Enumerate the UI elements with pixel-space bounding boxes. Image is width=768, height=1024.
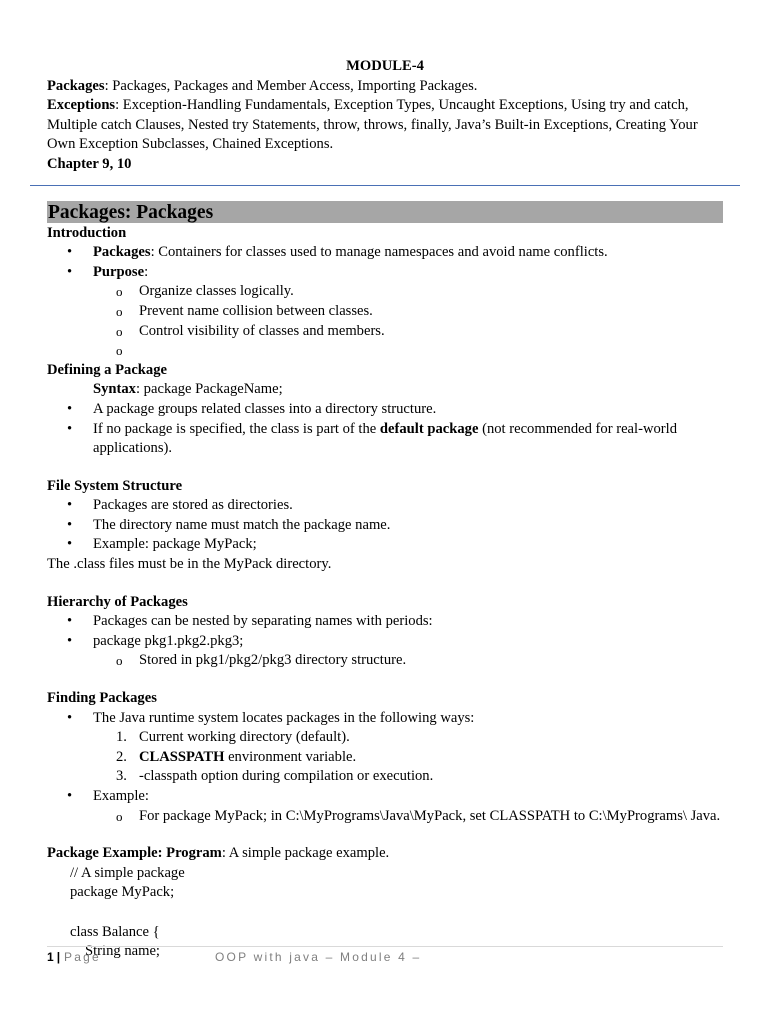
list-item: • Packages: Containers for classes used to manage namespaces and avoid name conflicts.: [47, 243, 723, 263]
packages-label: Packages: [47, 77, 105, 94]
exceptions-label: Exceptions: [47, 97, 116, 114]
footer-divider: [47, 946, 723, 947]
spacer: [47, 671, 723, 689]
intro-heading: Introduction: [47, 224, 127, 241]
syntax-line: Syntax: package PackageName;: [93, 381, 283, 398]
code-line-empty: [47, 903, 723, 923]
packages-topics-text: : Packages, Packages and Member Access, Importing Packages.: [104, 77, 478, 94]
section-heading: Packages: Packages: [47, 201, 723, 223]
page-footer: [47, 948, 723, 966]
code-line: class Balance {: [70, 923, 160, 940]
numbered-item: 2. CLASSPATH environment variable.: [116, 748, 357, 765]
defining-heading: Defining a Package: [47, 361, 167, 378]
list-item: • A package groups related classes into a directory structure.: [47, 400, 723, 420]
packages-topics: [47, 77, 723, 97]
module-title: MODULE-4: [346, 58, 424, 74]
sub-list-item: o Prevent name collision between classes.: [47, 302, 723, 322]
list-item: • Example:: [47, 787, 723, 807]
code-line: String name;: [85, 943, 160, 960]
footer-title: OOP with java – Module 4 –: [215, 950, 422, 964]
list-item: • Packages can be nested by separating names with periods:: [47, 612, 723, 632]
finding-heading: Finding Packages: [47, 690, 157, 707]
example-heading: Package Example: Program: A simple package example.: [47, 845, 390, 862]
sub-list-item: o Organize classes logically.: [47, 282, 723, 302]
list-item: • If no package is specified, the class is part of the default package (not recommended for real-world applications).: [47, 420, 723, 459]
spacer: [47, 575, 723, 593]
footer-separator: |: [56, 950, 61, 964]
hierarchy-heading: Hierarchy of Packages: [47, 593, 188, 610]
exceptions-topics-text: : Exception-Handling Fundamentals, Exception Types, Uncaught Exceptions, Using try and catch, Multiple catch Clauses, Nested try Statements, throw, throws, finally, Java’s Built-in Exceptions, Creating Your Own Exception Subclasses, Chained Exceptions.: [47, 97, 698, 153]
filesystem-heading: File System Structure: [47, 477, 183, 494]
filesystem-note: The .class files must be in the MyPack directory.: [47, 556, 332, 573]
list-item: • Purpose:: [47, 263, 723, 283]
document-page: [47, 57, 723, 962]
list-item: • package pkg1.pkg2.pkg3;: [47, 632, 723, 652]
page-number: 1: [47, 950, 54, 964]
numbered-item: 3. -classpath option during compilation or execution.: [116, 768, 434, 785]
sub-list-item: o Control visibility of classes and members.: [47, 322, 723, 342]
code-line: // A simple package: [70, 864, 185, 881]
list-item: • The directory name must match the package name.: [47, 516, 723, 536]
chapter-reference: Chapter 9, 10: [47, 155, 132, 172]
exceptions-topics: [47, 96, 723, 155]
page-label: Page: [64, 950, 101, 964]
list-item: • The Java runtime system locates packages in the following ways:: [47, 709, 723, 729]
spacer: [47, 459, 723, 477]
code-line: package MyPack;: [70, 884, 175, 901]
sub-list-item: o For package MyPack; in C:\MyPrograms\Java\MyPack, set CLASSPATH to C:\MyPrograms\ Java.: [47, 807, 723, 827]
list-item: • Example: package MyPack;: [47, 535, 723, 555]
list-item: • Packages are stored as directories.: [47, 496, 723, 516]
spacer: [47, 826, 723, 844]
header-divider: [30, 185, 740, 186]
numbered-item: 1. Current working directory (default).: [116, 729, 350, 746]
sub-list-item-empty: [47, 341, 723, 361]
sub-list-item: o Stored in pkg1/pkg2/pkg3 directory structure.: [47, 651, 723, 671]
